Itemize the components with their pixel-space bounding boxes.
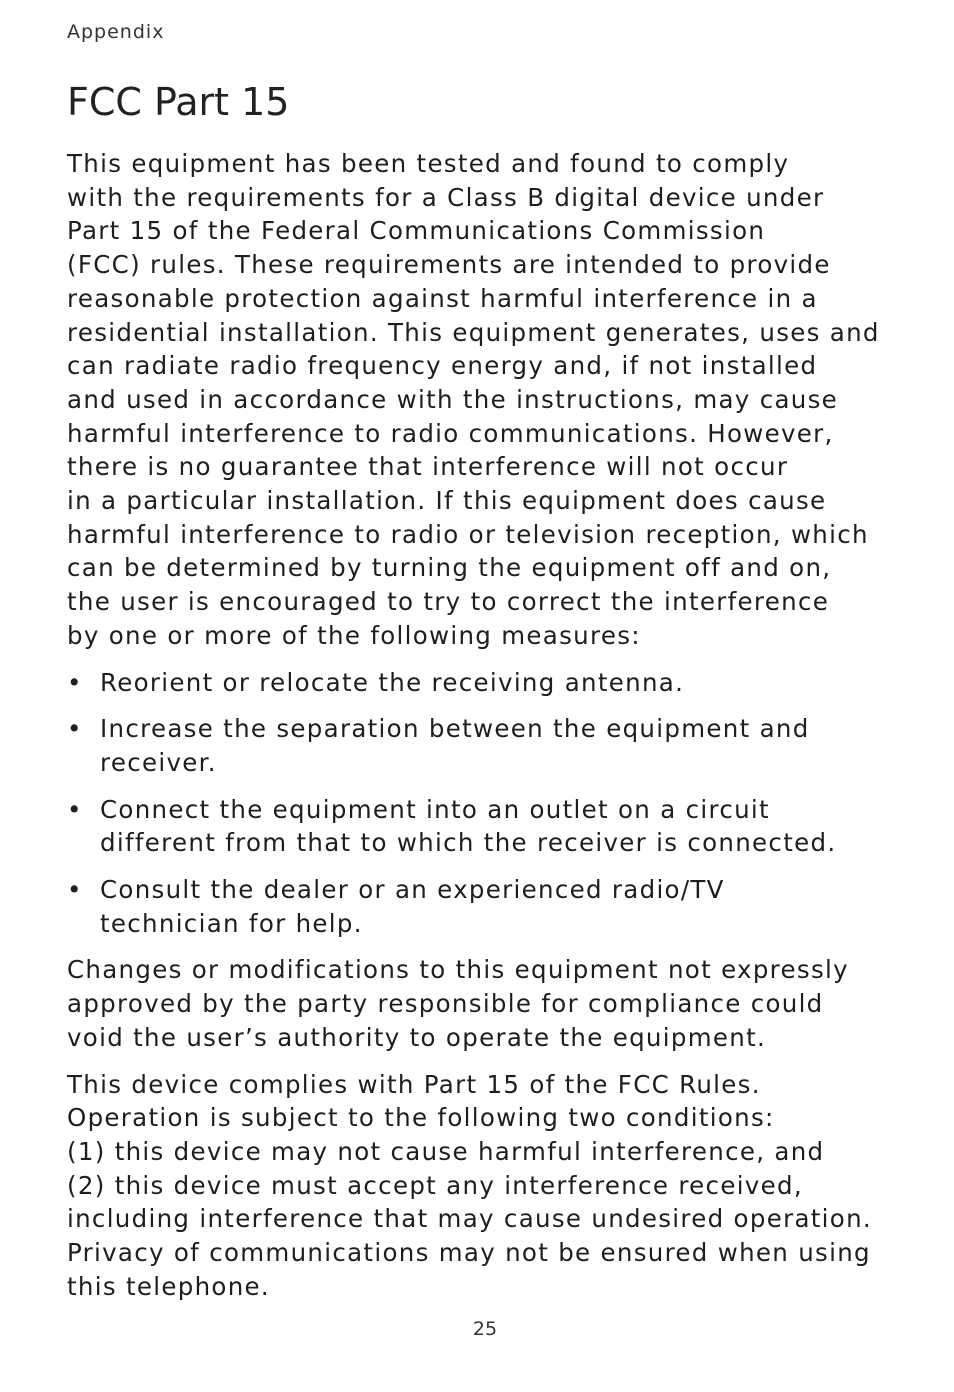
compliance-line: (1) this device may not cause harmful interference, and — [67, 1136, 825, 1166]
intro-line: (FCC) rules. These requirements are intended to provide — [67, 250, 831, 280]
page-number: 25 — [472, 1318, 498, 1340]
compliance-line: this telephone. — [67, 1271, 271, 1301]
compliance-line: Operation is subject to the following two conditions: — [67, 1103, 775, 1133]
intro-line: residential installation. This equipment generates, uses and — [67, 317, 880, 347]
intro-line: Part 15 of the Federal Communications Commission — [67, 216, 766, 246]
intro-line: by one or more of the following measures: — [67, 620, 641, 650]
compliance-line: This device complies with Part 15 of the FCC Rules. — [67, 1069, 761, 1099]
bullet-icon: • — [67, 875, 83, 905]
list-item-text: Connect the equipment into an outlet on a circuit — [100, 794, 770, 824]
list-item-text: Reorient or relocate the receiving antenna. — [100, 667, 685, 697]
section-label: Appendix — [67, 21, 165, 43]
intro-line: with the requirements for a Class B digital device under — [67, 182, 825, 212]
list-item — [67, 666, 917, 700]
list-item-text: different from that to which the receiver is connected. — [100, 828, 837, 858]
page-title: FCC Part 15 — [67, 80, 290, 124]
intro-line: can radiate radio frequency energy and, if not installed — [67, 351, 818, 381]
changes-paragraph — [67, 953, 917, 1054]
changes-line: approved by the party responsible for compliance could — [67, 989, 824, 1019]
intro-line: This equipment has been tested and found to comply — [67, 149, 790, 178]
intro-line: there is no guarantee that interference will not occur — [67, 452, 789, 482]
list-item-text: technician for help. — [100, 908, 363, 938]
list-item-text: Increase the separation between the equipment and — [100, 714, 810, 744]
bullet-icon: • — [67, 667, 83, 697]
bullet-icon: • — [67, 714, 83, 744]
intro-line: the user is encouraged to try to correct the interference — [67, 587, 830, 617]
bullet-icon: • — [67, 794, 83, 824]
list-item-text: receiver. — [100, 747, 217, 777]
intro-line: harmful interference to radio communications. However, — [67, 418, 834, 448]
changes-line: void the user’s authority to operate the equipment. — [67, 1022, 767, 1052]
list-item — [67, 793, 917, 860]
compliance-paragraph — [67, 1068, 917, 1304]
intro-line: harmful interference to radio or television reception, which — [67, 519, 869, 549]
compliance-line: (2) this device must accept any interference received, — [67, 1170, 803, 1200]
document-body — [67, 147, 917, 1304]
compliance-line: including interference that may cause undesired operation. — [67, 1204, 872, 1234]
intro-line: reasonable protection against harmful interference in a — [67, 283, 818, 313]
intro-line: can be determined by turning the equipment off and on, — [67, 553, 832, 583]
list-item — [67, 712, 917, 779]
measures-list — [67, 666, 917, 941]
changes-line: Changes or modifications to this equipment not expressly — [67, 955, 849, 985]
list-item-text: Consult the dealer or an experienced radio/TV — [100, 875, 725, 905]
compliance-line: Privacy of communications may not be ensured when using — [67, 1238, 871, 1268]
intro-line: in a particular installation. If this equipment does cause — [67, 486, 827, 516]
list-item — [67, 873, 917, 940]
intro-line: and used in accordance with the instructions, may cause — [67, 384, 839, 414]
intro-paragraph — [67, 147, 917, 653]
